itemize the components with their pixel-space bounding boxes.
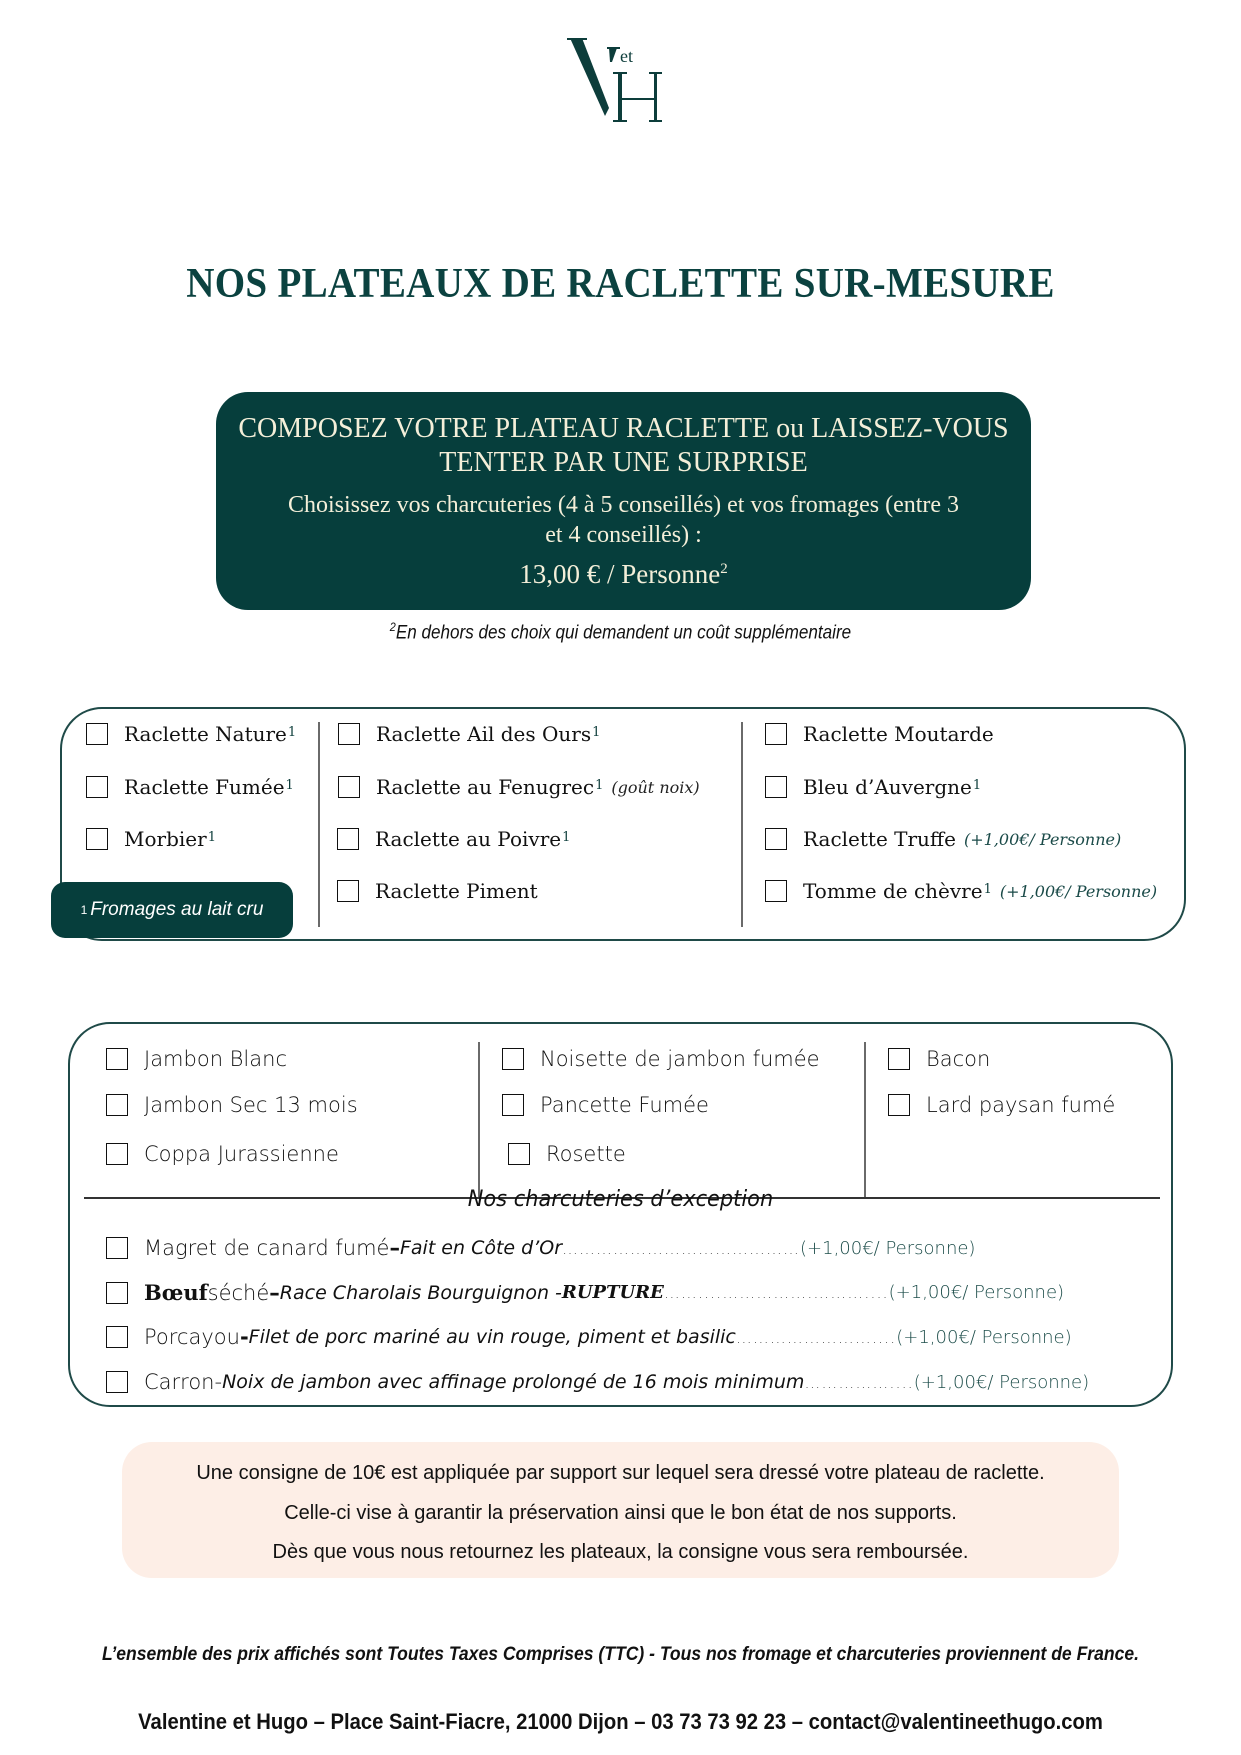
raw-milk-marker: 1 bbox=[207, 829, 216, 845]
cheese-option[interactable] bbox=[86, 827, 216, 851]
cheese-option[interactable] bbox=[86, 722, 296, 746]
exception-desc: Race Charolais Bourguignon - bbox=[279, 1281, 562, 1304]
deposit-line2: Celle-ci vise à garantir la préservation ainsi que le bon état de nos supports. bbox=[284, 1502, 957, 1524]
charcuterie-option[interactable] bbox=[888, 1047, 990, 1071]
offer-heading-line2: TENTER PAR UNE SURPRISE bbox=[439, 447, 808, 478]
raw-milk-marker: 1 bbox=[285, 777, 294, 793]
offer-price bbox=[216, 559, 1031, 590]
charcuterie-label: Coppa Jurassienne bbox=[144, 1142, 339, 1166]
exception-name: Carron bbox=[144, 1370, 215, 1394]
leader-dots: …………….... bbox=[804, 1372, 914, 1392]
offer-heading bbox=[216, 412, 1031, 480]
charcuterie-option[interactable] bbox=[508, 1142, 626, 1166]
cheese-option[interactable] bbox=[337, 827, 570, 851]
footnote-2-marker: 2 bbox=[389, 620, 396, 634]
cheese-label: Raclette Fumée bbox=[124, 775, 285, 799]
checkbox[interactable] bbox=[337, 828, 359, 850]
offer-heading-line1: COMPOSEZ VOTRE PLATEAU RACLETTE ou LAISSEZ-VOUS bbox=[238, 413, 1009, 444]
checkbox[interactable] bbox=[86, 828, 108, 850]
charcuterie-divider-2 bbox=[864, 1042, 866, 1198]
charcuterie-option[interactable] bbox=[502, 1093, 709, 1117]
charcuterie-option[interactable] bbox=[106, 1047, 287, 1071]
checkbox[interactable] bbox=[106, 1237, 128, 1259]
checkbox[interactable] bbox=[106, 1143, 128, 1165]
cheese-label: Raclette Piment bbox=[375, 879, 538, 903]
checkbox[interactable] bbox=[765, 776, 787, 798]
checkbox[interactable] bbox=[337, 880, 359, 902]
leader-dots: ……....…………….……….... bbox=[663, 1283, 889, 1302]
charcuterie-label: Lard paysan fumé bbox=[926, 1093, 1116, 1117]
exception-option[interactable] bbox=[106, 1325, 1072, 1349]
charcuterie-option[interactable] bbox=[502, 1047, 820, 1071]
charcuterie-option[interactable] bbox=[106, 1142, 339, 1166]
cheese-option[interactable] bbox=[337, 879, 538, 903]
exception-name: Porcayou bbox=[144, 1325, 240, 1349]
cheese-option[interactable] bbox=[338, 775, 700, 799]
cheese-label: Morbier bbox=[124, 827, 207, 851]
extra-cost: (+1,00€/ Personne) bbox=[999, 881, 1158, 901]
cheese-label: Tomme de chèvre bbox=[803, 879, 983, 903]
cheese-option[interactable] bbox=[765, 827, 1121, 851]
cheese-label: Raclette au Fenugrec bbox=[376, 775, 595, 799]
separator: - bbox=[239, 1325, 249, 1349]
cheese-option[interactable] bbox=[338, 722, 600, 746]
extra-cost: (+1,00€/ Personne) bbox=[896, 1326, 1072, 1348]
cheese-option[interactable] bbox=[765, 879, 1157, 903]
checkbox[interactable] bbox=[888, 1094, 910, 1116]
charcuterie-label: Noisette de jambon fumée bbox=[540, 1047, 820, 1071]
vh-monogram-icon bbox=[565, 30, 685, 130]
checkbox[interactable] bbox=[502, 1048, 524, 1070]
charcuterie-label: Jambon Sec 13 mois bbox=[144, 1093, 358, 1117]
footnote-2 bbox=[62, 620, 1179, 644]
checkbox[interactable] bbox=[765, 723, 787, 745]
logo bbox=[565, 30, 685, 130]
raw-milk-marker: 1 bbox=[592, 724, 601, 740]
cheese-label: Raclette Truffe bbox=[803, 827, 956, 851]
badge-marker: 1 bbox=[80, 903, 88, 917]
deposit-notice bbox=[122, 1442, 1119, 1578]
exception-option[interactable] bbox=[106, 1370, 1089, 1394]
charcuterie-label: Pancette Fumée bbox=[540, 1093, 709, 1117]
extra-cost: (+1,00€/ Personne) bbox=[913, 1371, 1090, 1393]
extra-cost: (+1,00€/ Personne) bbox=[963, 829, 1122, 849]
cheese-divider-2 bbox=[741, 722, 743, 927]
cheese-label: Raclette au Poivre bbox=[375, 827, 562, 851]
checkbox[interactable] bbox=[106, 1094, 128, 1116]
leader-dots: …………………………………… bbox=[562, 1238, 801, 1258]
exception-name: séché bbox=[207, 1280, 270, 1305]
offer-subtitle bbox=[216, 490, 1031, 550]
page-title: NOS PLATEAUX DE RACLETTE SUR-MESURE bbox=[186, 261, 1055, 307]
offer-subtitle-line2: et 4 conseillés) : bbox=[545, 522, 702, 548]
checkbox[interactable] bbox=[106, 1048, 128, 1070]
offer-price-value: 13,00 € / Personne bbox=[519, 559, 721, 589]
raw-milk-marker: 1 bbox=[972, 777, 982, 793]
deposit-line1: Une consigne de 10€ est appliquée par support sur lequel sera dressé votre plateau de raclette. bbox=[196, 1462, 1045, 1484]
leader-dots: …………………….... bbox=[735, 1327, 897, 1347]
exception-desc: Filet de porc mariné au vin rouge, piment et basilic bbox=[248, 1326, 736, 1348]
charcuterie-divider-1 bbox=[478, 1042, 480, 1198]
exception-name: Magret de canard fumé bbox=[144, 1236, 390, 1260]
exception-option[interactable] bbox=[106, 1236, 975, 1260]
checkbox[interactable] bbox=[508, 1143, 530, 1165]
logo-et: et bbox=[620, 46, 633, 66]
contact-info: Valentine et Hugo – Place Saint-Fiacre, 21000 Dijon – 03 73 73 92 23 – contact@valentineethugo.com bbox=[138, 1709, 1103, 1734]
exception-title: Nos charcuteries d’exception bbox=[467, 1187, 774, 1212]
extra-cost: (+1,00€/ Personne) bbox=[888, 1282, 1065, 1303]
charcuterie-option[interactable] bbox=[106, 1093, 358, 1117]
badge-text: Fromages au lait cru bbox=[90, 899, 264, 920]
separator: - bbox=[214, 1370, 223, 1394]
offer-box bbox=[216, 392, 1031, 610]
charcuterie-selection-box bbox=[68, 1022, 1173, 1407]
exception-desc: Fait en Côte d’Or bbox=[399, 1237, 563, 1259]
charcuterie-option[interactable] bbox=[888, 1093, 1115, 1117]
checkbox[interactable] bbox=[86, 776, 108, 798]
cheese-label: Raclette Moutarde bbox=[803, 722, 994, 746]
raw-milk-marker: 1 bbox=[562, 829, 571, 845]
cheese-note: (goût noix) bbox=[611, 777, 700, 797]
exception-desc: Noix de jambon avec affinage prolongé de 16 mois minimum bbox=[222, 1371, 805, 1393]
rupture-label: RUPTURE bbox=[561, 1282, 664, 1303]
cheese-option[interactable] bbox=[765, 775, 981, 799]
cheese-label: Raclette Ail des Ours bbox=[376, 722, 592, 746]
extra-cost: (+1,00€/ Personne) bbox=[800, 1237, 976, 1259]
checkbox[interactable] bbox=[106, 1282, 128, 1304]
checkbox[interactable] bbox=[106, 1326, 128, 1348]
separator: – bbox=[389, 1236, 400, 1260]
checkbox[interactable] bbox=[338, 776, 360, 798]
checkbox[interactable] bbox=[888, 1048, 910, 1070]
checkbox[interactable] bbox=[502, 1094, 524, 1116]
checkbox[interactable] bbox=[765, 880, 787, 902]
checkbox[interactable] bbox=[86, 723, 108, 745]
checkbox[interactable] bbox=[765, 828, 787, 850]
exception-option[interactable] bbox=[106, 1280, 1064, 1305]
offer-price-sup: 2 bbox=[720, 561, 728, 577]
charcuterie-label: Jambon Blanc bbox=[144, 1047, 287, 1071]
charcuterie-label: Bacon bbox=[926, 1047, 991, 1071]
deposit-line3: Dès que vous nous retournez les plateaux, la consigne vous sera remboursée. bbox=[272, 1541, 969, 1563]
separator: – bbox=[269, 1280, 280, 1305]
cheese-label: Bleu d’Auvergne bbox=[803, 775, 972, 799]
raw-milk-marker: 1 bbox=[287, 724, 297, 740]
charcuterie-label: Rosette bbox=[546, 1142, 626, 1166]
raw-milk-badge bbox=[51, 882, 293, 938]
cheese-option[interactable] bbox=[765, 722, 994, 746]
raw-milk-marker: 1 bbox=[983, 881, 992, 897]
exception-name-bold: Bœuf bbox=[144, 1280, 208, 1305]
checkbox[interactable] bbox=[106, 1371, 128, 1393]
raw-milk-marker: 1 bbox=[595, 777, 604, 793]
cheese-label: Raclette Nature bbox=[124, 722, 287, 746]
cheese-divider-1 bbox=[318, 722, 320, 927]
offer-subtitle-line1: Choisissez vos charcuteries (4 à 5 conseillés) et vos fromages (entre 3 bbox=[287, 492, 960, 518]
legal-notice: L’ensemble des prix affichés sont Toutes Taxes Comprises (TTC) - Tous nos fromage et charcuteries proviennent de France. bbox=[101, 1643, 1139, 1665]
cheese-option[interactable] bbox=[86, 775, 294, 799]
footnote-2-text: En dehors des choix qui demandent un coût supplémentaire bbox=[395, 622, 852, 644]
checkbox[interactable] bbox=[338, 723, 360, 745]
